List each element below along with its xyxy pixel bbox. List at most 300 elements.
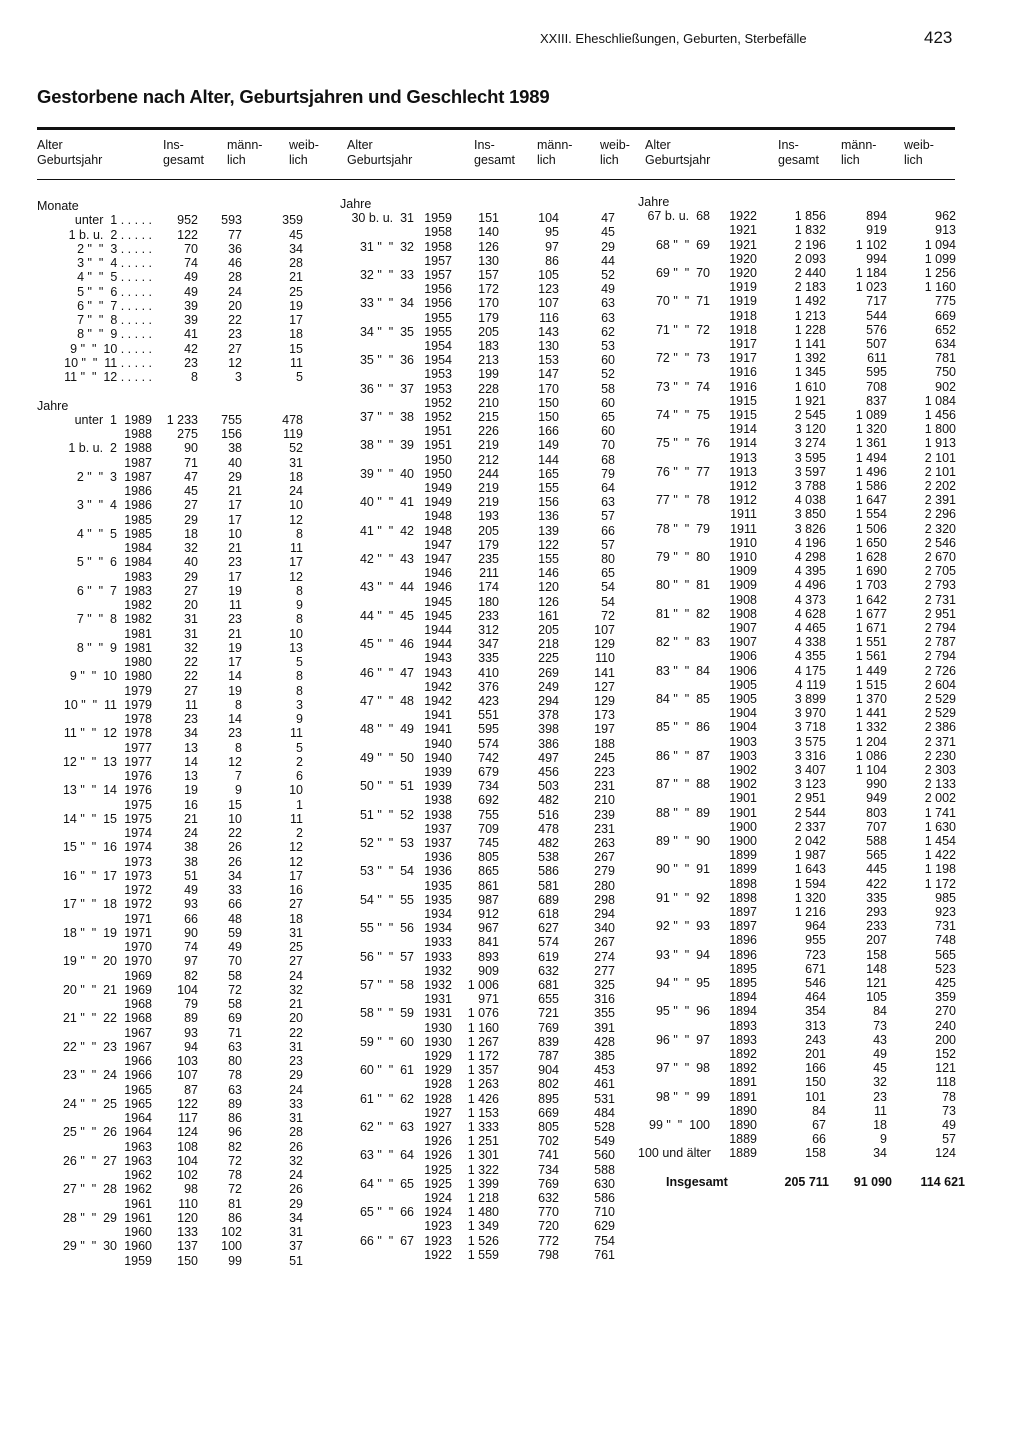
- value-male: 147: [538, 367, 559, 382]
- value-female: 11: [290, 726, 303, 741]
- birth-year: 1893: [729, 1018, 757, 1033]
- table-row: [0, 692, 1024, 706]
- value-total: 1 333: [467, 1120, 499, 1134]
- value-male: 707: [866, 819, 887, 834]
- birth-year: 1968: [124, 997, 152, 1011]
- value-total: 1 301: [467, 1148, 499, 1163]
- age-label: 35 " " 36: [359, 353, 414, 368]
- birth-year: 1892: [729, 1061, 757, 1076]
- value-total: 179: [478, 310, 499, 325]
- value-male: 105: [866, 990, 887, 1005]
- col-header-male-line2: lich: [841, 153, 860, 167]
- table-row: [0, 877, 1024, 891]
- age-label: 98 " " 99: [655, 1089, 710, 1104]
- birth-year: 1988: [124, 427, 152, 441]
- table-row: [0, 493, 1024, 510]
- value-total: 157: [478, 268, 499, 282]
- value-male: 574: [538, 935, 559, 950]
- value-male: 770: [538, 1205, 559, 1220]
- grand-total-female: 114 621: [920, 1175, 965, 1189]
- value-total: 4 175: [794, 663, 826, 678]
- value-male: 805: [538, 1120, 559, 1134]
- value-total: 199: [478, 367, 499, 382]
- value-female: 2 705: [924, 564, 956, 579]
- value-female: 2 296: [924, 507, 956, 522]
- birth-year: 1903: [729, 734, 757, 749]
- birth-year: 1890: [729, 1103, 757, 1118]
- birth-year: 1890: [729, 1118, 757, 1132]
- value-female: 355: [594, 1006, 615, 1021]
- value-female: 294: [594, 907, 615, 921]
- value-male: 233: [866, 919, 887, 934]
- value-female: 2 793: [924, 578, 956, 593]
- birth-year: 1977: [124, 740, 152, 755]
- value-male: 269: [538, 665, 559, 680]
- value-male: 38: [228, 441, 242, 456]
- birth-year: 1978: [124, 712, 152, 726]
- birth-year: 1924: [424, 1205, 452, 1220]
- value-female: 1 172: [924, 876, 956, 891]
- value-female: 1 160: [924, 280, 956, 295]
- age-label: 4 " " 5 . . . . .: [77, 270, 152, 285]
- value-male: 26: [228, 854, 242, 869]
- table-row: [0, 621, 1024, 635]
- age-label: 87 " " 88: [655, 777, 710, 792]
- section-label: Jahre: [340, 197, 372, 211]
- age-label: 81 " " 82: [655, 606, 710, 621]
- age-label: 5 " " 6: [76, 555, 117, 570]
- value-total: 865: [478, 864, 499, 879]
- value-total: 709: [478, 821, 499, 836]
- birth-year: 1952: [424, 410, 452, 424]
- value-total: 98: [184, 1182, 198, 1197]
- value-male: 1 496: [855, 464, 887, 479]
- value-male: 11: [229, 598, 242, 612]
- value-male: 1 561: [855, 649, 887, 664]
- value-male: 17: [228, 512, 242, 527]
- value-total: 244: [478, 466, 499, 481]
- birth-year: 1896: [729, 947, 757, 962]
- value-female: 23: [289, 1054, 303, 1068]
- birth-year: 1958: [424, 239, 452, 254]
- value-male: 772: [538, 1233, 559, 1248]
- birth-year: 1894: [729, 990, 757, 1005]
- value-male: 1 023: [855, 280, 887, 295]
- value-male: 798: [538, 1247, 559, 1262]
- value-total: 49: [184, 270, 198, 285]
- value-female: 78: [942, 1089, 956, 1104]
- birth-year: 1931: [424, 992, 452, 1007]
- value-female: 223: [594, 765, 615, 779]
- value-total: 3 788: [794, 479, 826, 493]
- value-total: 1 006: [467, 978, 499, 992]
- value-total: 4 119: [795, 677, 826, 692]
- value-total: 228: [478, 381, 499, 396]
- value-male: 218: [538, 637, 559, 652]
- value-total: 158: [805, 1146, 826, 1161]
- age-label: 91 " " 92: [655, 890, 710, 905]
- birth-year: 1967: [124, 1039, 152, 1054]
- table-row: [0, 649, 1024, 666]
- value-female: 18: [289, 469, 303, 484]
- value-female: 523: [935, 961, 956, 976]
- age-label: 26 " " 27: [62, 1153, 117, 1168]
- birth-year: 1907: [729, 635, 757, 650]
- value-female: 8: [296, 612, 303, 627]
- table-row: [0, 465, 1024, 479]
- birth-year: 1974: [124, 826, 152, 840]
- value-female: 2 391: [924, 493, 956, 508]
- birth-year: 1984: [124, 555, 152, 570]
- birth-year: 1920: [729, 266, 757, 280]
- birth-year: 1905: [729, 677, 757, 692]
- birth-year: 1936: [424, 850, 452, 865]
- birth-year: 1920: [729, 251, 757, 266]
- value-female: 60: [601, 353, 615, 368]
- value-male: 122: [538, 537, 559, 552]
- value-male: 516: [538, 807, 559, 822]
- birth-year: 1989: [124, 412, 152, 427]
- value-male: 33: [228, 883, 242, 897]
- value-male: 655: [538, 992, 559, 1007]
- value-female: 52: [601, 268, 615, 282]
- birth-year: 1954: [424, 339, 452, 353]
- birth-year: 1921: [729, 223, 757, 238]
- value-female: 270: [935, 1004, 956, 1019]
- birth-year: 1980: [124, 669, 152, 684]
- birth-year: 1974: [124, 840, 152, 855]
- value-male: 136: [538, 509, 559, 524]
- value-male: 593: [221, 213, 242, 228]
- value-male: 619: [538, 949, 559, 964]
- value-female: 10: [289, 498, 303, 513]
- value-total: 32: [184, 640, 198, 655]
- value-male: 58: [228, 968, 242, 983]
- value-female: 748: [935, 933, 956, 948]
- age-label: 67 b. u. 68: [647, 209, 710, 224]
- birth-year: 1908: [729, 592, 757, 607]
- value-total: 212: [478, 452, 499, 467]
- value-total: 4 298: [794, 550, 826, 564]
- value-total: 2 093: [794, 251, 826, 266]
- birth-year: 1917: [729, 337, 757, 351]
- value-male: 249: [538, 679, 559, 694]
- col-header-age-line2: Geburtsjahr: [645, 153, 711, 167]
- value-female: 5: [296, 740, 303, 755]
- value-total: 94: [184, 1039, 198, 1054]
- birth-year: 1893: [729, 1032, 757, 1047]
- birth-year: 1931: [424, 1006, 452, 1021]
- value-total: 1 480: [467, 1205, 499, 1220]
- value-male: 40: [228, 455, 242, 470]
- age-label: 62 " " 63: [359, 1120, 414, 1134]
- value-female: 141: [594, 665, 615, 680]
- value-total: 21: [184, 811, 198, 826]
- value-female: 47: [601, 211, 615, 226]
- birth-year: 1946: [424, 566, 452, 581]
- value-male: 611: [867, 351, 887, 366]
- birth-year: 1982: [124, 612, 152, 627]
- value-male: 1 104: [855, 763, 887, 777]
- birth-year: 1954: [424, 353, 452, 368]
- value-male: 456: [538, 765, 559, 779]
- value-female: 2 787: [924, 635, 956, 650]
- value-male: 681: [538, 978, 559, 992]
- value-male: 721: [538, 1006, 559, 1021]
- table-row: [0, 1219, 1024, 1233]
- age-label: 47 " " 48: [359, 694, 414, 708]
- birth-year: 1962: [124, 1182, 152, 1197]
- value-female: 1 913: [924, 436, 956, 451]
- value-male: 632: [538, 1191, 559, 1205]
- age-label: 82 " " 83: [655, 635, 710, 650]
- value-total: 243: [805, 1032, 826, 1047]
- age-label: unter 1: [74, 412, 117, 427]
- table-row: [0, 436, 1024, 453]
- birth-year: 1926: [424, 1148, 452, 1163]
- value-total: 1 594: [794, 876, 826, 891]
- value-female: 549: [594, 1134, 615, 1149]
- col-header-total-line2: gesamt: [474, 153, 515, 167]
- value-female: 391: [594, 1020, 615, 1035]
- birth-year: 1935: [424, 892, 452, 907]
- value-male: 734: [538, 1162, 559, 1177]
- value-total: 31: [184, 612, 198, 627]
- value-male: 23: [873, 1089, 887, 1104]
- age-label: 4 " " 5: [76, 526, 117, 541]
- birth-year: 1969: [124, 982, 152, 997]
- birth-year: 1919: [729, 280, 757, 295]
- value-female: 118: [936, 1075, 956, 1090]
- birth-year: 1968: [124, 1011, 152, 1026]
- value-male: 144: [538, 452, 559, 467]
- value-total: 4 465: [794, 621, 826, 635]
- value-total: 110: [178, 1196, 198, 1211]
- value-male: 895: [538, 1091, 559, 1106]
- birth-year: 1947: [424, 552, 452, 566]
- value-male: 837: [866, 393, 887, 408]
- value-total: 104: [177, 982, 198, 997]
- value-female: 110: [595, 651, 615, 666]
- value-total: 3 575: [794, 734, 826, 749]
- value-female: 6: [296, 769, 303, 783]
- birth-year: 1897: [729, 919, 757, 934]
- value-total: 671: [805, 961, 826, 976]
- value-total: 1 392: [794, 351, 826, 366]
- age-label: 60 " " 61: [359, 1063, 414, 1078]
- value-female: 1 454: [924, 834, 956, 848]
- age-label: 50 " " 51: [359, 779, 414, 794]
- birth-year: 1892: [729, 1047, 757, 1061]
- value-male: 120: [538, 580, 559, 595]
- value-total: 70: [184, 241, 198, 256]
- value-female: 27: [289, 954, 303, 969]
- birth-year: 1925: [424, 1162, 452, 1177]
- value-male: 3: [235, 370, 242, 384]
- age-label: 88 " " 89: [655, 805, 710, 820]
- value-female: 2 794: [924, 621, 956, 635]
- value-male: 63: [228, 1039, 242, 1054]
- value-male: 1 449: [855, 663, 887, 678]
- value-total: 51: [184, 868, 198, 883]
- value-male: 158: [866, 947, 887, 962]
- value-female: 750: [935, 365, 956, 380]
- birth-year: 1986: [124, 498, 152, 513]
- value-total: 126: [478, 239, 499, 254]
- header-rule: [37, 179, 955, 180]
- col-header-female-line2: lich: [289, 153, 308, 167]
- value-total: 47: [184, 469, 198, 484]
- value-female: 761: [594, 1247, 615, 1262]
- section-label: Monate: [37, 199, 79, 213]
- age-label: 93 " " 94: [655, 947, 710, 962]
- value-total: 170: [478, 296, 499, 311]
- age-label: 49 " " 50: [359, 750, 414, 765]
- value-total: 45: [184, 484, 198, 498]
- value-total: 49: [184, 284, 198, 299]
- value-total: 595: [478, 722, 499, 737]
- value-total: 205: [478, 523, 499, 538]
- value-female: 31: [289, 1039, 303, 1054]
- birth-year: 1944: [424, 623, 452, 637]
- value-total: 3 316: [794, 748, 826, 763]
- value-male: 207: [866, 933, 887, 948]
- col-header-female-line1: weib-: [289, 138, 319, 152]
- value-male: 156: [221, 427, 242, 441]
- table-row: [0, 479, 1024, 493]
- birth-year: 1895: [729, 976, 757, 990]
- value-total: 4 395: [794, 564, 826, 579]
- age-label: 14 " " 15: [62, 811, 117, 826]
- age-label: 80 " " 81: [655, 578, 710, 593]
- age-label: 2 " " 3: [76, 469, 117, 484]
- value-female: 280: [594, 878, 615, 893]
- section-label: Jahre: [638, 195, 670, 209]
- value-male: 21: [228, 484, 242, 498]
- age-label: 73 " " 74: [655, 379, 710, 394]
- value-total: 27: [184, 683, 198, 698]
- value-female: 2: [296, 754, 303, 769]
- value-total: 87: [184, 1082, 198, 1097]
- birth-year: 1980: [124, 655, 152, 669]
- value-total: 84: [812, 1103, 826, 1118]
- value-total: 41: [184, 327, 198, 342]
- table-row: [0, 919, 1024, 936]
- value-total: 3 970: [794, 706, 826, 721]
- value-male: 17: [228, 498, 242, 513]
- value-female: 274: [594, 949, 615, 964]
- value-total: 101: [805, 1089, 826, 1104]
- birth-year: 1916: [729, 365, 757, 380]
- value-male: 82: [228, 1139, 242, 1154]
- value-female: 121: [935, 1061, 956, 1076]
- birth-year: 1981: [124, 626, 152, 641]
- value-female: 2 951: [924, 606, 956, 621]
- value-total: 4 355: [794, 649, 826, 664]
- value-female: 58: [601, 381, 615, 396]
- value-female: 962: [935, 209, 956, 224]
- value-female: 12: [289, 512, 303, 527]
- birth-year: 1938: [424, 793, 452, 808]
- age-label: 77 " " 78: [655, 493, 710, 508]
- table-row: [0, 763, 1024, 777]
- birth-year: 1910: [729, 550, 757, 564]
- value-total: 82: [184, 968, 198, 983]
- birth-year: 1965: [124, 1082, 152, 1097]
- value-female: 31: [289, 1111, 303, 1125]
- birth-year: 1901: [729, 791, 757, 806]
- age-label: 20 " " 21: [62, 982, 117, 997]
- value-male: 104: [538, 211, 559, 226]
- value-male: 95: [545, 225, 559, 240]
- value-male: 595: [866, 365, 887, 380]
- value-female: 245: [594, 750, 615, 765]
- value-female: 25: [289, 284, 303, 299]
- value-total: 967: [478, 921, 499, 936]
- value-total: 1 987: [794, 848, 826, 863]
- birth-year: 1937: [424, 821, 452, 836]
- age-label: 22 " " 23: [62, 1039, 117, 1054]
- birth-year: 1902: [729, 777, 757, 792]
- value-male: 86: [545, 253, 559, 268]
- col-header-male-line2: lich: [227, 153, 246, 167]
- table-row: [0, 848, 1024, 865]
- value-total: 952: [177, 213, 198, 228]
- birth-year: 1899: [729, 848, 757, 863]
- table-row: [0, 323, 1024, 337]
- age-label: 74 " " 75: [655, 408, 710, 422]
- age-label: 100 und älter: [638, 1146, 711, 1161]
- birth-year: 1898: [729, 890, 757, 905]
- value-male: 482: [538, 793, 559, 808]
- birth-year: 1973: [124, 854, 152, 869]
- age-label: 30 b. u. 31: [351, 211, 414, 226]
- age-label: 79 " " 80: [655, 550, 710, 564]
- value-male: 949: [866, 791, 887, 806]
- age-label: 78 " " 79: [655, 521, 710, 536]
- value-female: 2 604: [924, 677, 956, 692]
- value-female: 24: [289, 1168, 303, 1182]
- birth-year: 1933: [424, 935, 452, 950]
- age-label: 83 " " 84: [655, 663, 710, 678]
- table-row: [0, 365, 1024, 382]
- value-total: 1 228: [794, 322, 826, 337]
- value-total: 13: [184, 769, 198, 783]
- value-male: 150: [538, 395, 559, 410]
- value-total: 1 856: [794, 209, 826, 224]
- birth-year: 1909: [729, 564, 757, 579]
- birth-year: 1985: [124, 512, 152, 527]
- value-female: 49: [601, 282, 615, 297]
- birth-year: 1923: [424, 1219, 452, 1234]
- birth-year: 1948: [424, 523, 452, 538]
- birth-year: 1943: [424, 651, 452, 666]
- value-female: 29: [601, 239, 615, 254]
- birth-year: 1945: [424, 594, 452, 609]
- value-female: 340: [594, 921, 615, 936]
- value-female: 231: [594, 821, 615, 836]
- col-header-age-line2: Geburtsjahr: [347, 153, 413, 167]
- age-label: 7 " " 8: [76, 612, 117, 627]
- age-label: 23 " " 24: [62, 1068, 117, 1083]
- value-female: 12: [289, 854, 303, 869]
- value-total: 166: [805, 1061, 826, 1076]
- value-male: 741: [538, 1148, 559, 1163]
- value-male: 507: [866, 337, 887, 351]
- value-female: 240: [935, 1018, 956, 1033]
- birth-year: 1902: [729, 763, 757, 777]
- table-row: [0, 1047, 1024, 1061]
